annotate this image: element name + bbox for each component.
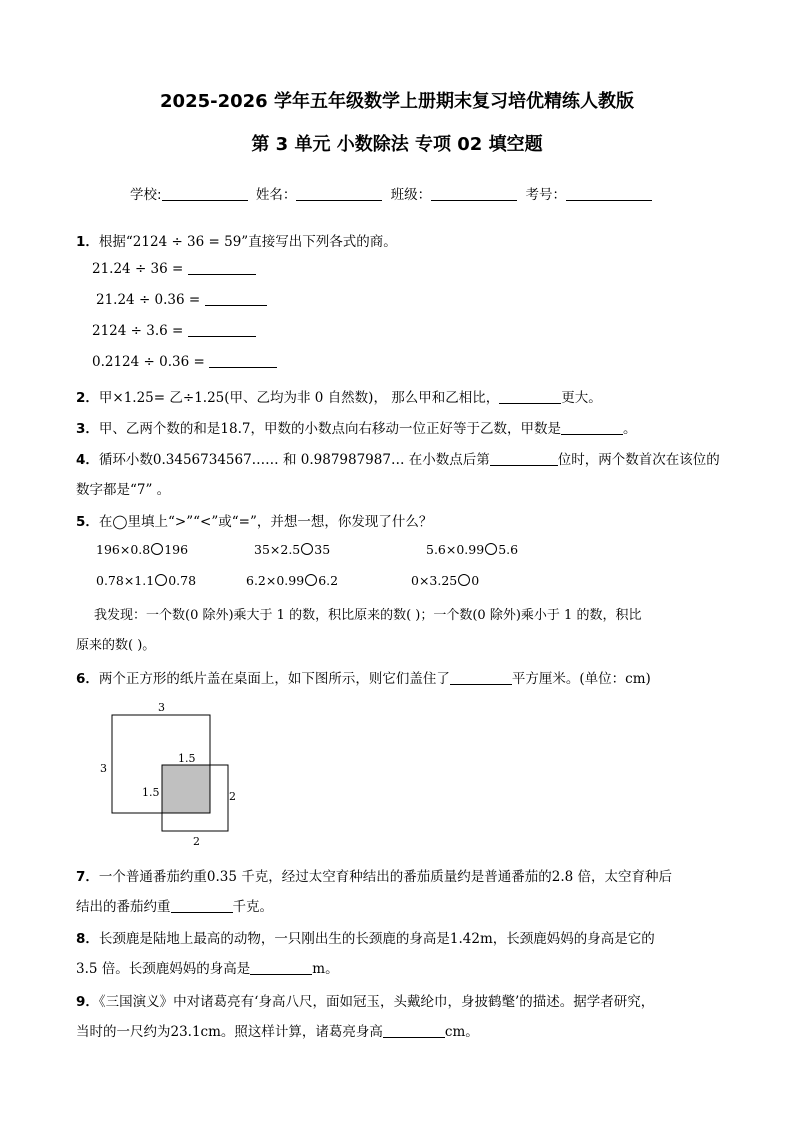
label-bottom: 2 [193, 835, 200, 848]
question-text-cont: 位时，两个数首次在该位的 [557, 452, 720, 468]
answer-blank[interactable] [188, 324, 256, 337]
label-inner-top: 1.5 [178, 752, 196, 765]
compare-circle[interactable] [458, 574, 470, 586]
label-left: 3 [100, 762, 107, 775]
compare-item [246, 573, 338, 588]
question-4 [76, 448, 720, 468]
question-text: 两个正方形的纸片盖在桌面上，如下图所示，则它们盖住了 [98, 671, 450, 687]
question-text: 在◯里填上“>”“<”或“=”，并想一想，你发现了什么？ [98, 514, 433, 530]
name-field[interactable] [296, 187, 382, 201]
question-number: 3． [76, 421, 99, 437]
compare-item [254, 542, 330, 557]
compare-right: 5.6 [498, 542, 519, 557]
student-info-row [130, 183, 690, 203]
question-2 [76, 386, 602, 406]
question-text-end: cm。 [444, 1024, 479, 1040]
compare-item [411, 573, 479, 588]
question-number: 6． [76, 671, 99, 687]
compare-circle[interactable] [485, 543, 497, 555]
question-text: 循环小数0.3456734567…… 和 0.987987987… 在小数点后第 [98, 452, 490, 468]
question-3 [76, 417, 636, 437]
q1-item [92, 323, 256, 339]
q1-item-expr: 21.24 ÷ 0.36 = [96, 292, 201, 308]
question-text-end: m。 [312, 961, 339, 977]
compare-circle[interactable] [151, 543, 163, 555]
q1-item [92, 354, 277, 370]
question-text-cont: 当时的一尺约为23.1cm。照这样计算，诸葛亮身高 [76, 1024, 383, 1040]
compare-right: 35 [314, 542, 331, 557]
question-text: 《三国演义》中对诸葛亮有‘身高八尺，面如冠玉，头戴纶巾，身披鹤氅’的描述。据学者研究， [98, 994, 655, 1010]
question-text: 甲×1.25= 乙÷1.25(甲、乙均为非 0 自然数)， 那么甲和乙相比， [98, 390, 500, 406]
q1-item [96, 292, 267, 308]
question-number: 1． [76, 234, 99, 250]
q1-item-expr: 21.24 ÷ 36 = [92, 261, 184, 277]
question-text: 长颈鹿是陆地上最高的动物，一只刚出生的长颈鹿的身高是1.42m，长颈鹿妈妈的身高是它的 [98, 931, 655, 947]
compare-left: 6.2×0.99 [246, 573, 305, 588]
compare-right: 0 [471, 573, 480, 588]
compare-left: 0.78×1.1 [96, 573, 155, 588]
compare-left: 35×2.5 [254, 542, 301, 557]
class-field[interactable] [431, 187, 517, 201]
question-text-end: 更大。 [561, 390, 602, 406]
school-label: 学校: [130, 187, 162, 203]
answer-blank[interactable] [209, 355, 277, 368]
answer-blank[interactable] [250, 962, 312, 975]
compare-circle[interactable] [305, 574, 317, 586]
label-right: 2 [229, 790, 236, 803]
question-number: 4． [76, 452, 99, 468]
question-1 [76, 230, 397, 250]
question-text: 一个普通番茄约重0.35 千克，经过太空育种结出的番茄质量约是普通番茄的2.8 倍，太空育种后 [98, 869, 673, 885]
discovery-text-line2: 原来的数( )。 [76, 638, 156, 653]
question-9-line2 [76, 1020, 479, 1040]
compare-right: 0.78 [168, 573, 197, 588]
question-number: 5． [76, 514, 99, 530]
compare-left: 196×0.8 [96, 542, 151, 557]
compare-circle[interactable] [155, 574, 167, 586]
answer-blank[interactable] [450, 672, 512, 685]
question-7-line2 [76, 895, 273, 915]
question-text-end: 千克。 [232, 899, 273, 915]
name-label: 姓名： [255, 187, 297, 203]
question-8-line2 [76, 957, 339, 977]
q1-item-expr: 2124 ÷ 3.6 = [92, 323, 184, 339]
answer-blank[interactable] [205, 293, 267, 306]
question-text-cont: 结出的番茄约重 [76, 899, 171, 915]
question-number: 7． [76, 869, 99, 885]
compare-right: 6.2 [318, 573, 339, 588]
compare-item [426, 542, 518, 557]
compare-item [96, 573, 196, 588]
answer-blank[interactable] [188, 262, 256, 275]
question-5 [76, 510, 432, 530]
worksheet-title: 2025-2026 学年五年级数学上册期末复习培优精练人教版 [160, 91, 634, 112]
overlap-region [162, 765, 210, 813]
answer-blank[interactable] [383, 1025, 445, 1038]
question-text-end: 平方厘米。(单位：cm) [511, 671, 651, 687]
question-text-cont: 3.5 倍。长颈鹿妈妈的身高是 [76, 961, 251, 977]
question-number: 9． [76, 994, 99, 1010]
compare-circle[interactable] [301, 543, 313, 555]
question-4-line2: 数字都是“7” 。 [76, 482, 171, 498]
school-field[interactable] [162, 187, 248, 201]
question-text-end: 。 [622, 421, 637, 437]
q1-item [92, 261, 256, 277]
question-text: 甲、乙两个数的和是18.7，甲数的小数点向右移动一位正好等于乙数，甲数是 [98, 421, 561, 437]
question-number: 2． [76, 390, 99, 406]
worksheet-subtitle: 第 3 单元 小数除法 专项 02 填空题 [251, 134, 543, 155]
exam-no-field[interactable] [566, 187, 652, 201]
class-label: 班级： [390, 187, 432, 203]
compare-left: 5.6×0.99 [426, 542, 485, 557]
answer-blank[interactable] [171, 900, 233, 913]
answer-blank[interactable] [561, 422, 623, 435]
answer-blank[interactable] [499, 391, 561, 404]
question-9 [76, 990, 654, 1010]
overlapping-squares-figure [100, 700, 250, 850]
q1-item-expr: 0.2124 ÷ 0.36 = [92, 354, 205, 370]
label-inner-left: 1.5 [142, 786, 160, 799]
label-top: 3 [158, 701, 165, 714]
exam-no-label: 考号： [525, 187, 566, 203]
question-6 [76, 667, 651, 687]
discovery-text: 我发现：一个数(0 除外)乘大于 1 的数，积比原来的数( )；一个数(0 除外)乘小于 1 的数，积比 [94, 608, 642, 623]
question-text: 根据“2124 ÷ 36 = 59”直接写出下列各式的商。 [98, 234, 397, 250]
question-7 [76, 865, 672, 885]
answer-blank[interactable] [490, 453, 558, 466]
compare-left: 0×3.25 [411, 573, 458, 588]
compare-item [96, 542, 188, 557]
question-8 [76, 927, 655, 947]
question-number: 8． [76, 931, 99, 947]
compare-right: 196 [164, 542, 189, 557]
